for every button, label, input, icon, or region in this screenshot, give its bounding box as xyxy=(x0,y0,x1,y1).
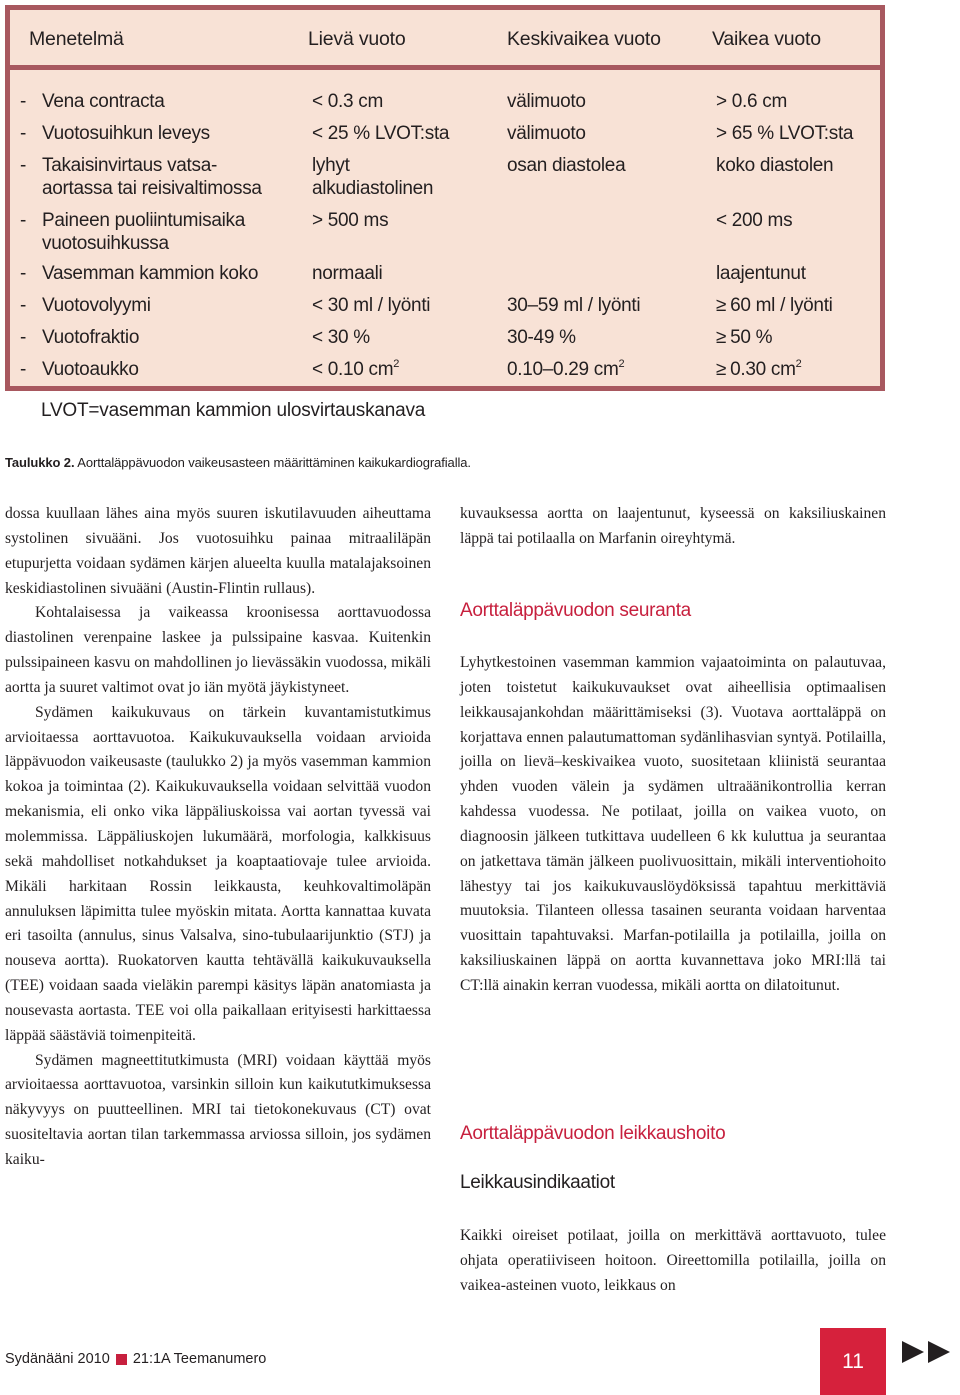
row-label: Takaisinvirtaus vatsa- aortassa tai reisivaltimossa xyxy=(42,155,262,199)
row-label: Vena contracta xyxy=(42,91,165,112)
row-dash: - xyxy=(20,295,27,316)
row-severe xyxy=(716,358,801,384)
row-mild: normaali xyxy=(312,263,383,284)
square-bullet-icon xyxy=(116,1354,127,1365)
paragraph: dossa kuullaan lähes aina myös suuren iskutilavuuden aiheuttama systolinen sivuääni. Jos vuotosuihku painaa mitraaliläpän etupurjetta voidaan sydämen kärjen alueelta kuulla matalajaksoinen keskidiastolinen sivuääni (Austin-Flintin rullaus). xyxy=(5,505,431,597)
issue-name: 21:1A Teemanumero xyxy=(132,1351,267,1367)
table-header-row xyxy=(10,10,880,65)
page-footer xyxy=(5,1351,266,1367)
header-mild: Lievä vuoto xyxy=(308,28,406,50)
row-label: Vasemman kammion koko xyxy=(42,263,259,284)
row-mild: < 30 % xyxy=(312,327,370,348)
chevron-right-part xyxy=(928,1341,950,1363)
chevron-left-part xyxy=(902,1341,924,1363)
row-moderate: välimuoto xyxy=(507,123,586,144)
header-method: Menetelmä xyxy=(29,28,124,50)
row-severe: koko diastolen xyxy=(716,155,834,176)
row-severe: < 200 ms xyxy=(716,210,793,231)
row-mild: lyhyt alkudiastolinen xyxy=(312,155,434,199)
paragraph: Kohtalaisessa ja vaikeassa kroonisessa aorttavuodossa diastolinen verenpaine laskee ja pulssipaine kasvaa. Kuitenkin pulssipaineen kasvu on mahdollinen jo lievässäkin vuodossa, mikäli aortta ja suuret valtimot ovat jo iän myötä jäykistyneet. xyxy=(5,604,431,696)
row-severe: laajentunut xyxy=(716,263,806,284)
row-dash: - xyxy=(20,91,27,112)
row-moderate: 30–59 ml / lyönti xyxy=(507,295,641,316)
row-mild: < 0.3 cm xyxy=(312,91,383,112)
row-mild xyxy=(312,358,399,384)
row-severe: > 65 % LVOT:sta xyxy=(716,123,854,144)
row-label: Vuotoaukko xyxy=(42,359,139,380)
row-label: Vuotovolyymi xyxy=(42,295,151,316)
follow-up-paragraph: Lyhytkestoinen vasemman kammion vajaatoiminta on palautuvaa, joten toistetut kaikukuvaukset ovat aiheellisia optimaalisen leikkausajankohdan määrittämiseksi (3). Vuotava aorttaläppä on korjattava ennen palautumattoman sydänlihasvian syntyä. Potilailla, joilla on lievä–keskivaikea vuoto, suositetaan kliinistä seurantaa yhden vuoden välein ja sydämen ultraäänikontrollia kerran kahdessa vuodessa. Ne potilaat, joilla on vaikea vuoto, on diagnoosin jälkeen tutkittava uudelleen 6 kk kuluttua ja seurantaa on jatkettava tämän jälkeen puolivuosittain, mikäli interventiohoito lähestyy tai jos kaikukuvauslöydöksissä tapahtuu merkittäviä muutoksia. Tilanteen ollessa tasainen seuranta voidaan harventaa vuosittain tapahtuvaksi. Marfan-potilailla ja potilailla, joilla on kaksiliuskainen läppä on aortta kuvannettava joko MRI:llä tai CT:llä ainakin kerran vuodessa, mikäli aortta on dilatoitunut. xyxy=(460,654,886,994)
row-severe-value: 50 % xyxy=(730,327,773,348)
row-label: Vuotofraktio xyxy=(42,327,140,348)
row-moderate-value: 0.10–0.29 cm xyxy=(507,359,619,380)
row-dash: - xyxy=(20,123,27,144)
row-mild: < 30 ml / lyönti xyxy=(312,295,431,316)
subheading-indications: Leikkausindikaatiot xyxy=(460,1172,615,1193)
row-dash: - xyxy=(20,327,27,348)
row-severe: > 0.6 cm xyxy=(716,91,787,112)
row-severe-value: 60 ml / lyönti xyxy=(730,295,833,316)
row-severe xyxy=(716,294,833,317)
table-footnote: LVOT=vasemman kammion ulosvirtauskanava xyxy=(41,400,426,421)
row-label: Paineen puoliintumisaika vuotosuihkussa xyxy=(42,210,245,254)
double-chevron-right-icon xyxy=(902,1341,954,1363)
severity-table xyxy=(5,5,885,391)
paragraph: Sydämen magneettitutkimusta (MRI) voidaan käyttää myös arvioitaessa aorttavuotoa, varsinkin silloin kun kaikututkimuksessa näkyvyys on puutteellinen. MRI tai tietokonekuvaus (CT) ovat suositeltavia aortan tilan tarkemmassa arviossa silloin, jos sydämen kaiku- xyxy=(5,1051,431,1168)
row-mild: > 500 ms xyxy=(312,210,389,231)
left-text-column xyxy=(5,502,431,1173)
row-moderate: osan diastolea xyxy=(507,155,626,176)
page-number: 11 xyxy=(842,1349,864,1373)
table-caption xyxy=(5,455,471,470)
superscript: 2 xyxy=(393,358,400,370)
row-moderate xyxy=(507,358,624,384)
paragraph: Sydämen kaikukuvaus on tärkein kuvantamistutkimus arvioitaessa aorttavuotoa. Kaikukuvauksella voidaan arvioida läppävuodon vaikeusaste (taulukko 2) ja myös vasemman kammion kokoa ja toimintaa (2). Kaikukuvauksella voidaan selvittää vuodon mekanismia, eli onko vika läppäliuskoissa vai aortan tyvessä vai molemmissa. Läppäliuskojen lukumäärä, morfologia, kalkkisuus sekä mahdolliset notkahdukset ja koaptaatiovaje tulee arvioida. Mikäli harkitaan Rossin leikkausta, keuhkovaltimoläpän annuluksen läpimitta tulee myöskin mitata. Aortta kannattaa kuvata eri tasoilta (annulus, sinus Valsalva, sino-tubulaarijunktio (STJ) ja nouseva aortta). Ruokatorven kautta tehtävällä kaikukuvauksella (TEE) voidaan saada vieläkin parempi käsitys läpän anatomiasta ja nousevasta aortasta. TEE voi olla paikallaan erityisesti harkittaessa läppää säästäviä toimenpiteitä. xyxy=(5,703,431,1044)
row-moderate: välimuoto xyxy=(507,91,586,112)
right-intro-paragraph: kuvauksessa aortta on laajentunut, kyseessä on kaksiliuskainen läppä tai potilaalla on Marfanin oireyhtymä. xyxy=(460,505,886,547)
row-mild: < 25 % LVOT:sta xyxy=(312,123,450,144)
row-dash: - xyxy=(20,359,27,380)
row-moderate: 30-49 % xyxy=(507,327,576,348)
page-number-box xyxy=(820,1328,886,1395)
ge-symbol: ≥ xyxy=(716,359,727,380)
ge-symbol: ≥ xyxy=(716,327,727,348)
row-dash: - xyxy=(20,155,27,176)
indications-paragraph: Kaikki oireiset potilaat, joilla on merkittävä aorttavuoto, tulee ohjata operatiiviseen hoitoon. Oireettomilla potilailla, joilla on vaikea-asteinen vuoto, leikkaus on xyxy=(460,1227,886,1294)
caption-text: Aorttaläppävuodon vaikeusasteen määrittäminen kaikukardiografialla. xyxy=(74,455,471,470)
header-severe: Vaikea vuoto xyxy=(712,28,821,50)
row-severe-value: 0.30 cm xyxy=(730,359,796,380)
section-heading-follow-up: Aorttaläppävuodon seuranta xyxy=(460,600,691,621)
row-severe xyxy=(716,326,772,349)
journal-name: Sydänääni 2010 xyxy=(5,1351,110,1367)
caption-label: Taulukko 2. xyxy=(5,455,75,470)
header-moderate: Keskivaikea vuoto xyxy=(507,28,661,50)
superscript: 2 xyxy=(795,358,802,370)
row-label: Vuotosuihkun leveys xyxy=(42,123,210,144)
row-dash: - xyxy=(20,263,27,284)
ge-symbol: ≥ xyxy=(716,295,727,316)
table-body xyxy=(10,70,880,386)
row-mild-value: < 0.10 cm xyxy=(312,359,394,380)
section-heading-surgery: Aorttaläppävuodon leikkaushoito xyxy=(460,1123,726,1144)
row-dash: - xyxy=(20,210,27,231)
superscript: 2 xyxy=(618,358,625,370)
